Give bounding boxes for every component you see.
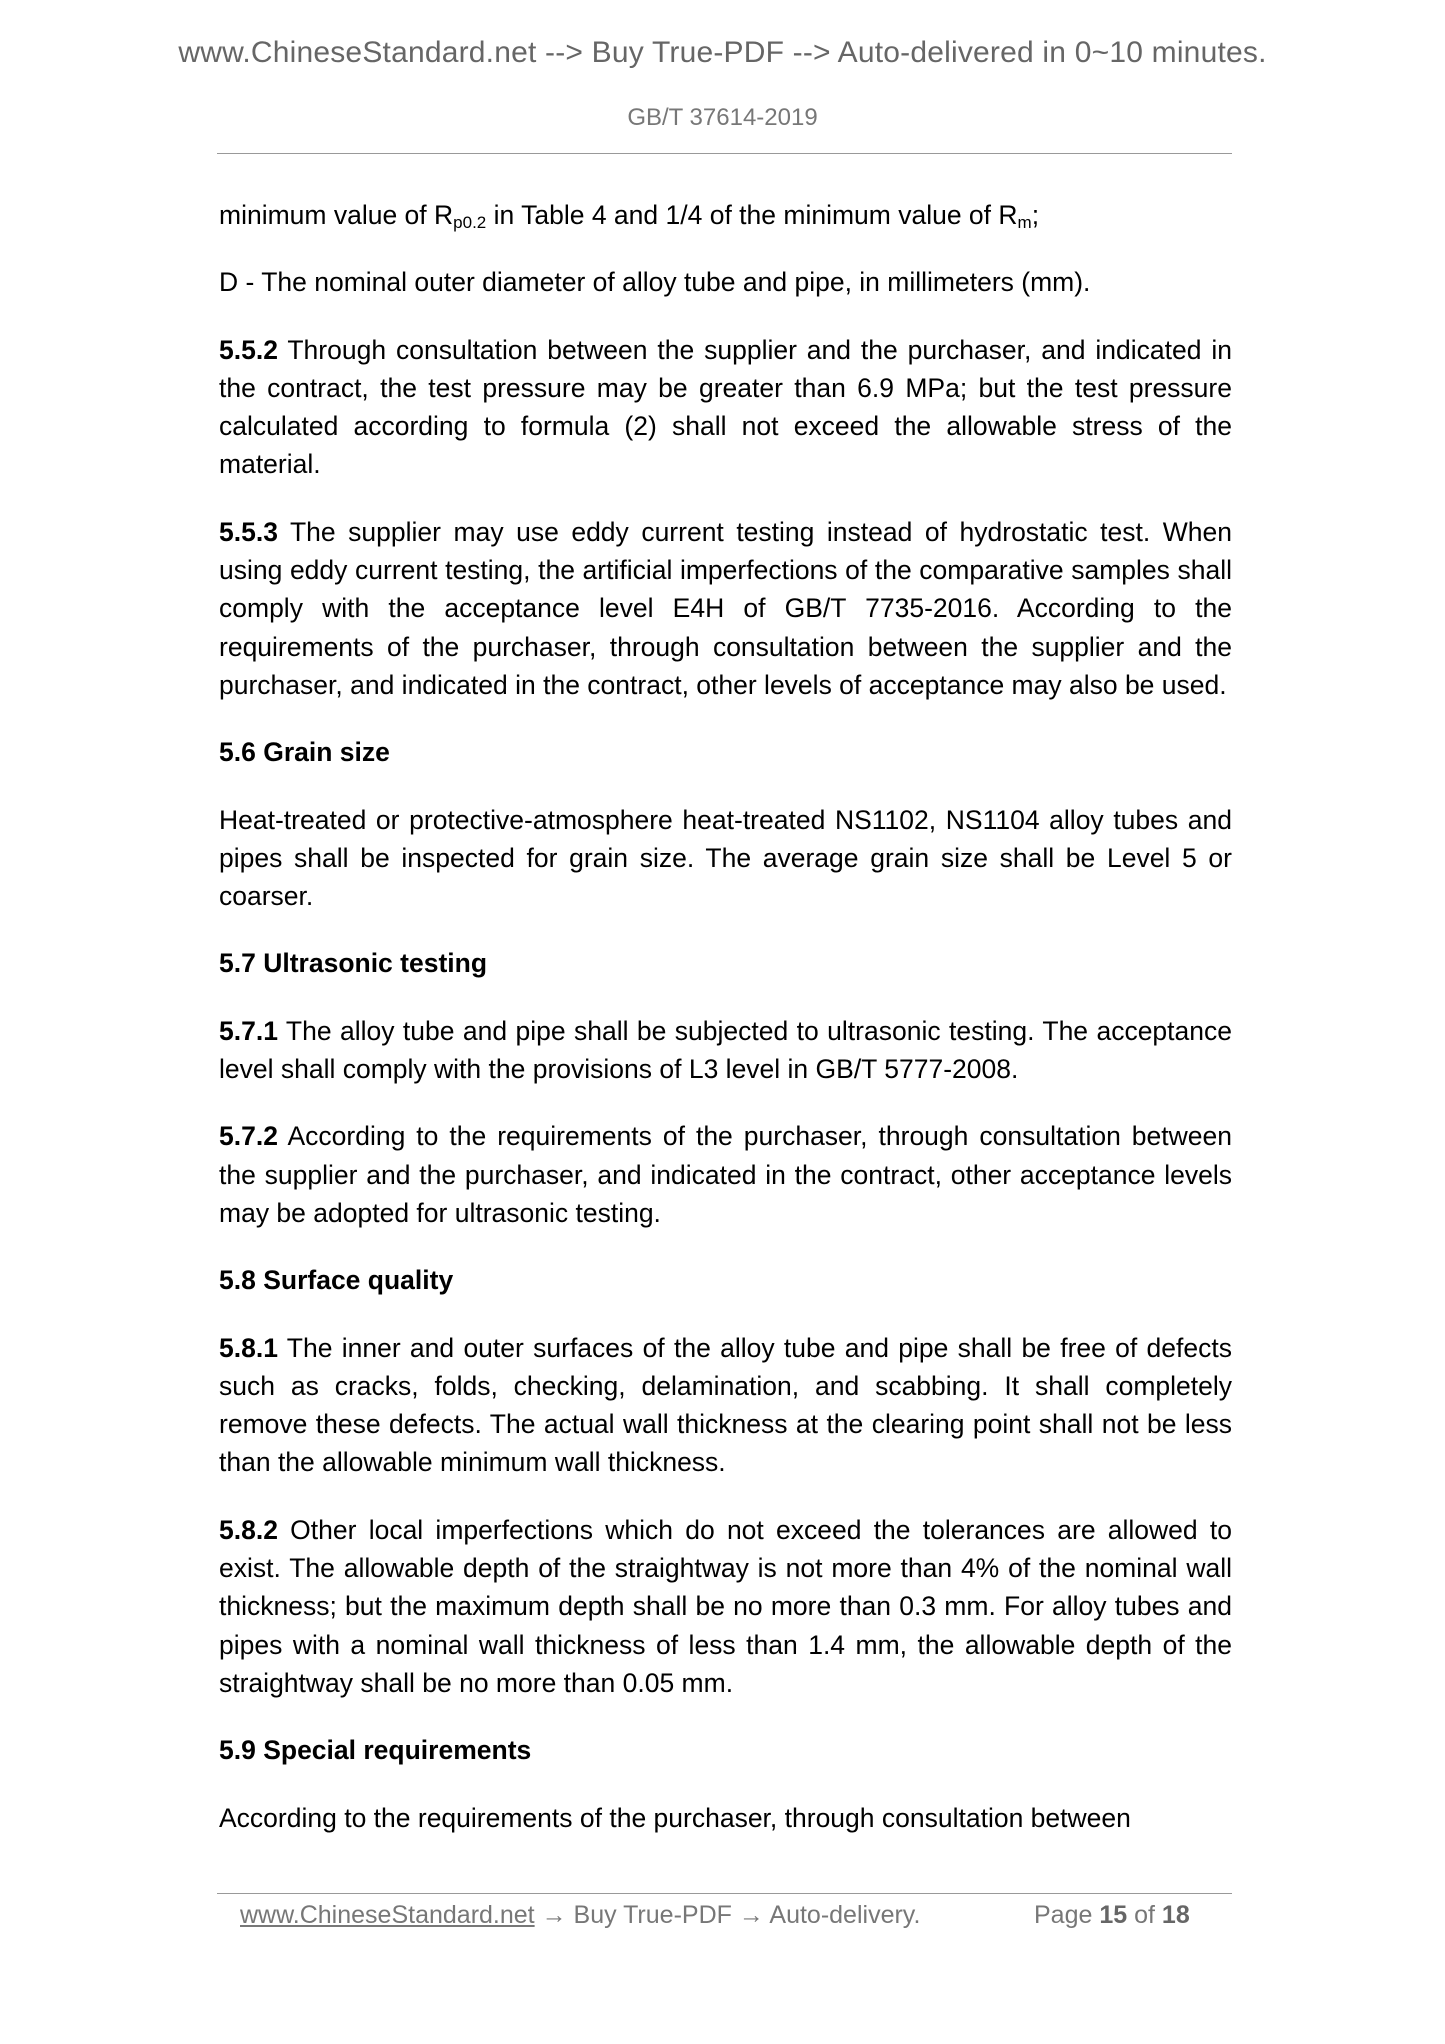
heading-5-9: 5.9 Special requirements: [219, 1735, 532, 1766]
paragraph-special-requirements: According to the requirements of the purchaser, through consultation between: [219, 1802, 1131, 1833]
header-divider: [217, 153, 1232, 154]
footer-promo: [240, 1901, 920, 1930]
text-run: minimum value of R: [219, 200, 454, 230]
heading-5-7: 5.7 Ultrasonic testing: [219, 948, 488, 979]
clause-number: 5.5.3: [219, 516, 278, 547]
current-page: 15: [1099, 1901, 1128, 1929]
clause-text: The alloy tube and pipe shall be subjected to ultrasonic testing. The acceptance level shall comply with the provisions of L3 level in GB/T 5777-2008.: [219, 1015, 1232, 1085]
paragraph-grain-size: Heat-treated or protective-atmosphere heat-treated NS1102, NS1104 alloy tubes and pipes shall be inspected for grain size. The average grain size shall be Level 5 or coarser.: [219, 804, 1232, 912]
total-pages: 18: [1161, 1901, 1190, 1929]
page-label: Page: [1034, 1901, 1093, 1929]
clause-number: 5.7.2: [219, 1121, 278, 1152]
paragraph-d-definition: D - The nominal outer diameter of alloy tube and pipe, in millimeters (mm).: [219, 267, 1091, 298]
clause-number: 5.8.1: [219, 1332, 278, 1363]
of-label: of: [1134, 1901, 1155, 1929]
top-banner[interactable]: www.ChineseStandard.net --> Buy True-PDF --> Auto-delivered in 0~10 minutes.: [178, 36, 1267, 69]
clause-5-7-1: [219, 1012, 1232, 1089]
clause-text: Through consultation between the supplier and the purchaser, and indicated in the contract, the test pressure may be greater than 6.9 MPa; but the test pressure calculated according to formula (2) shall not exceed the allowable stress of the material.: [219, 334, 1232, 480]
subscript-p02: p0.2: [453, 213, 487, 232]
text-run: ;: [1031, 200, 1040, 230]
clause-text: The inner and outer surfaces of the alloy tube and pipe shall be free of defects such as cracks, folds, checking, delamination, and scabbing. It shall completely remove these defects. The actual wall thickness at the clearing point shall not be less than the allowable minimum wall thickness.: [219, 1332, 1232, 1478]
clause-5-7-2: [219, 1117, 1232, 1232]
clause-text: Other local imperfections which do not exceed the tolerances are allowed to exist. The allowable depth of the straightway is not more than 4% of the nominal wall thickness; but the maximum depth shall be no more than 0.3 mm. For alloy tubes and pipes with a nominal wall thickness of less than 1.4 mm, the allowable depth of the straightway shall be no more than 0.05 mm.: [219, 1514, 1232, 1698]
footer-promo-text: → Buy True-PDF → Auto-delivery.: [534, 1901, 921, 1929]
subscript-m: m: [1017, 213, 1032, 232]
paragraph-rp-definition: [219, 196, 1232, 234]
heading-5-6: 5.6 Grain size: [219, 737, 390, 768]
footer-link[interactable]: www.ChineseStandard.net: [240, 1901, 535, 1929]
clause-5-8-2: [219, 1511, 1232, 1702]
heading-5-8: 5.8 Surface quality: [219, 1265, 454, 1296]
page-number: [1034, 1901, 1190, 1930]
clause-text: The supplier may use eddy current testing instead of hydrostatic test. When using eddy current testing, the artificial imperfections of the comparative samples shall comply with the acceptance level E4H of GB/T 7735-2016. According to the requirements of the purchaser, through consultation between the supplier and the purchaser, and indicated in the contract, other levels of acceptance may also be used.: [219, 516, 1232, 700]
clause-5-5-3: [219, 513, 1232, 704]
standard-code: GB/T 37614-2019: [627, 104, 818, 131]
clause-5-5-2: [219, 331, 1232, 484]
document-body: [219, 196, 1232, 1866]
clause-number: 5.7.1: [219, 1015, 278, 1046]
clause-text: According to the requirements of the purchaser, through consultation between the supplier and the purchaser, and indicated in the contract, other acceptance levels may be adopted for ultrasonic testing.: [219, 1121, 1232, 1228]
clause-number: 5.5.2: [219, 334, 278, 365]
clause-number: 5.8.2: [219, 1514, 278, 1545]
footer-divider: [217, 1893, 1232, 1894]
clause-5-8-1: [219, 1329, 1232, 1482]
text-run: in Table 4 and 1/4 of the minimum value of R: [486, 200, 1018, 230]
